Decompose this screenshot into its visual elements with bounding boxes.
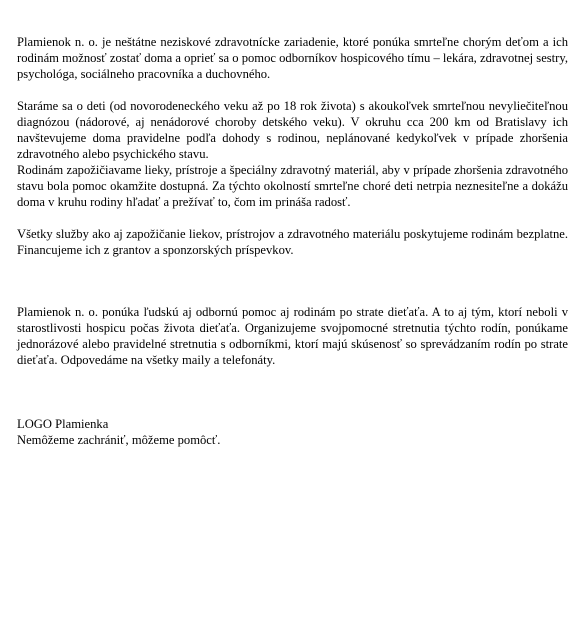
paragraph-gap [17, 82, 568, 98]
paragraph-gap [17, 258, 568, 304]
slogan: Nemôžeme zachrániť, môžeme pomôcť. [17, 433, 221, 447]
logo-placeholder-line: LOGO Plamienka [17, 417, 109, 431]
paragraph-free: Všetky služby ako aj zapožičanie liekov, prístrojov a zdravotného materiálu poskytujeme rodinám bezplatne. Financujeme ich z grantov a sponzorských príspevkov. [17, 227, 568, 257]
paragraph-gap [17, 210, 568, 226]
paragraph-gap [17, 368, 568, 416]
paragraph-intro: Plamienok n. o. je neštátne neziskové zdravotnícke zariadenie, ktoré ponúka smrteľne chorým deťom a ich rodinám možnosť zostať doma a oprieť sa o pomoc odborníkov hospicového tímu – lekára, zdravotnej sestry, psychológa, sociálneho pracovníka a duchovného. [17, 35, 568, 81]
paragraph-lending: Rodinám zapožičiavame lieky, prístroje a špeciálny zdravotný materiál, aby v prípade zhoršenia zdravotného stavu bola pomoc okamžite dostupná. Za týchto okolností smrteľne choré deti netrpia neznesiteľne a dokážu doma v kruhu rodiny hľadať a prežívať to, čom im prináša radosť. [17, 163, 568, 209]
paragraph-grief: Plamienok n. o. ponúka ľudskú aj odbornú pomoc aj rodinám po strate dieťaťa. A to aj tým, ktorí neboli v starostlivosti hospicu počas života dieťaťa. Organizujeme svojpomocné stretnutia týchto rodín, ponúkame jednorázové alebo pravidelné stretnutia s odborníkmi, ktorí majú skúsenosť so sprevádzaním rodín po strate dieťaťa. Odpovedáme na všetky maily a telefonáty. [17, 305, 568, 367]
signature-block [17, 416, 568, 448]
paragraph-care: Staráme sa o deti (od novorodeneckého veku až po 18 rok života) s akoukoľvek smrteľnou nevyliečiteľnou diagnózou (nádorové, aj nenádorové choroby detského veku). V okruhu cca 200 km od Bratislavy ich navštevujeme doma pravidelne podľa dohody s rodinou, neplánované kedykoľvek v prípade zhoršenia zdravotného alebo psychického stavu. [17, 99, 568, 161]
